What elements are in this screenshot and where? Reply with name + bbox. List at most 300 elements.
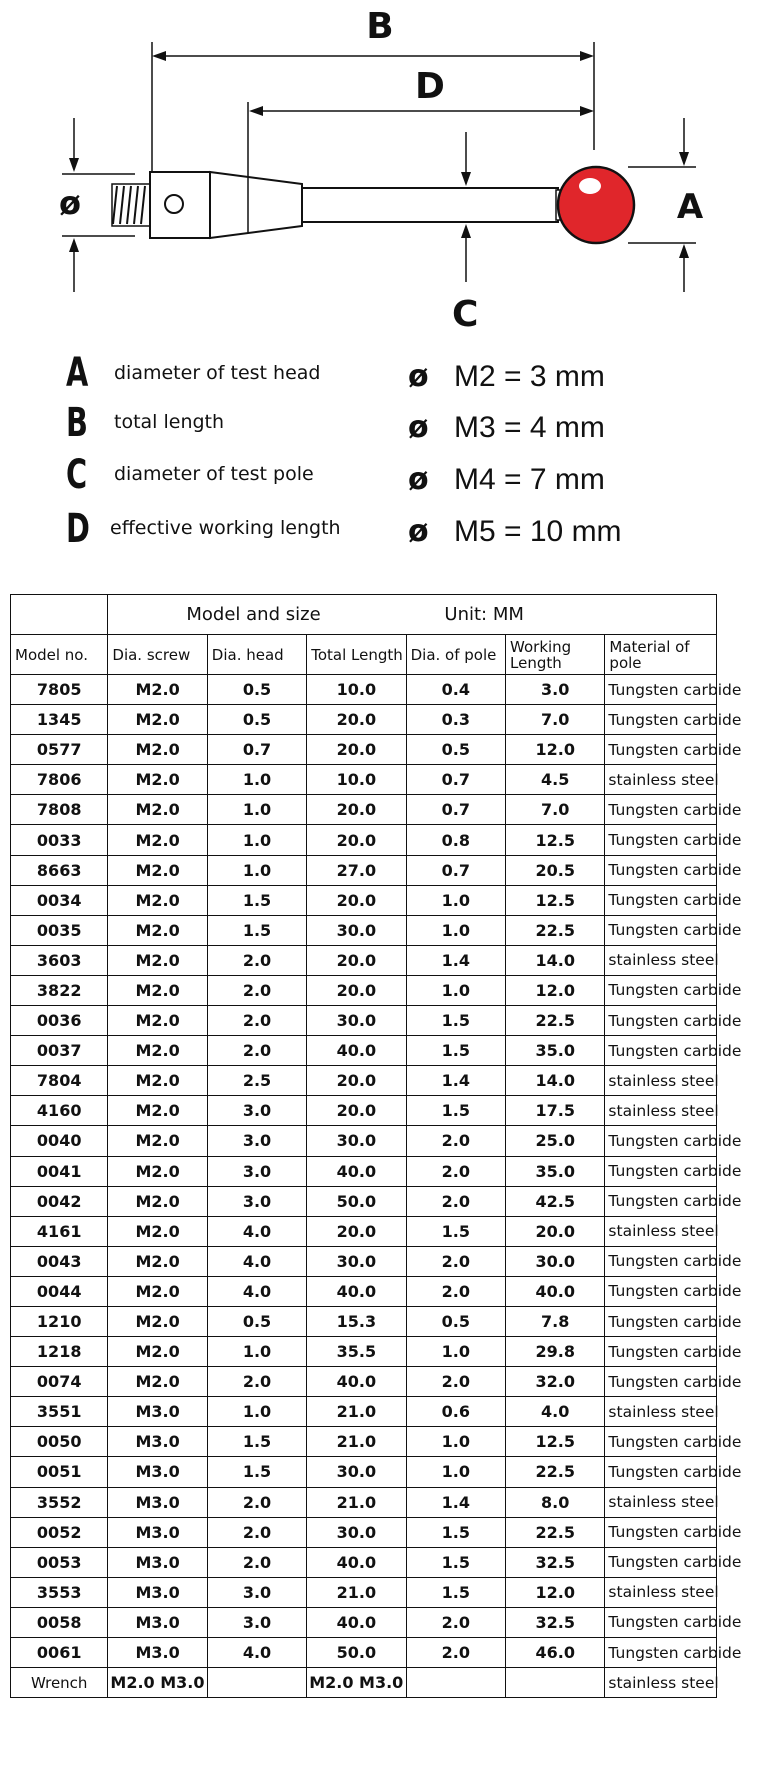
legend-text-c: diameter of test pole xyxy=(114,463,314,485)
table-row xyxy=(11,885,717,915)
cell-dia-pole: 2.0 xyxy=(406,1276,505,1306)
cell-dia-screw: M2.0 xyxy=(108,885,207,915)
cell-material: Tungsten carbide xyxy=(605,915,717,945)
cell-working-length: 4.0 xyxy=(506,1397,605,1427)
cell-dia-head: 2.0 xyxy=(207,1006,306,1036)
cell-total-length: 20.0 xyxy=(307,975,406,1005)
table-row xyxy=(11,1457,717,1487)
size-m5: M5 = 10 mm xyxy=(454,515,622,548)
cell-dia-pole: 0.7 xyxy=(406,795,505,825)
cell-dia-screw: M2.0 xyxy=(108,1306,207,1336)
cell-dia-pole: 1.4 xyxy=(406,1487,505,1517)
cell-working-length: 22.5 xyxy=(506,1006,605,1036)
cell-dia-pole: 1.5 xyxy=(406,1216,505,1246)
table-row xyxy=(11,1547,717,1577)
cell-working-length: 20.0 xyxy=(506,1216,605,1246)
cell-dia-pole: 1.0 xyxy=(406,1427,505,1457)
table-title-row xyxy=(11,595,717,635)
table-row xyxy=(11,1276,717,1306)
cell-total-length: 30.0 xyxy=(307,1006,406,1036)
table-row xyxy=(11,1246,717,1276)
cell-material: Tungsten carbide xyxy=(605,705,717,735)
cell-total-length: 40.0 xyxy=(307,1156,406,1186)
cell-dia-head: 0.5 xyxy=(207,1306,306,1336)
table-unit: Unit: MM xyxy=(444,604,524,625)
cell-dia-screw: M2.0 xyxy=(108,675,207,705)
cell-working-length: 32.5 xyxy=(506,1607,605,1637)
cell-dia-pole: 1.5 xyxy=(406,1006,505,1036)
cell-model-no: 8663 xyxy=(11,855,108,885)
cell-material: Tungsten carbide xyxy=(605,1006,717,1036)
cell-dia-pole: 2.0 xyxy=(406,1246,505,1276)
cell-dia-head: 0.7 xyxy=(207,735,306,765)
cell-material: Tungsten carbide xyxy=(605,1427,717,1457)
cell-total-length: 15.3 xyxy=(307,1306,406,1336)
cell-working-length: 7.0 xyxy=(506,795,605,825)
cell-dia-pole: 1.0 xyxy=(406,915,505,945)
cell-dia-pole: 1.0 xyxy=(406,1337,505,1367)
phi-icon: ø xyxy=(408,462,429,497)
dimension-label-b: B xyxy=(366,6,394,47)
wrench-screw: M2.0 M3.0 xyxy=(108,1668,207,1698)
table-row xyxy=(11,1216,717,1246)
cell-material: Tungsten carbide xyxy=(605,795,717,825)
cell-dia-head: 2.5 xyxy=(207,1066,306,1096)
wrench-label: Wrench xyxy=(11,1668,108,1698)
cell-total-length: 40.0 xyxy=(307,1276,406,1306)
cell-working-length: 40.0 xyxy=(506,1276,605,1306)
table-row xyxy=(11,795,717,825)
cell-dia-head: 3.0 xyxy=(207,1577,306,1607)
size-m4: M4 = 7 mm xyxy=(454,463,605,496)
cell-dia-head: 4.0 xyxy=(207,1638,306,1668)
cell-dia-pole: 0.7 xyxy=(406,765,505,795)
header-working-length: Working Length xyxy=(506,635,605,675)
cell-dia-head: 4.0 xyxy=(207,1246,306,1276)
cell-dia-screw: M2.0 xyxy=(108,795,207,825)
cell-model-no: 3551 xyxy=(11,1397,108,1427)
cell-working-length: 20.5 xyxy=(506,855,605,885)
cell-model-no: 0034 xyxy=(11,885,108,915)
cell-material: Tungsten carbide xyxy=(605,735,717,765)
cell-working-length: 30.0 xyxy=(506,1246,605,1276)
cell-dia-screw: M3.0 xyxy=(108,1397,207,1427)
cell-dia-head: 3.0 xyxy=(207,1126,306,1156)
header-material: Material of pole xyxy=(605,635,717,675)
cell-model-no: 0037 xyxy=(11,1036,108,1066)
wrench-total: M2.0 M3.0 xyxy=(307,1668,406,1698)
table-row xyxy=(11,1006,717,1036)
cell-total-length: 20.0 xyxy=(307,1096,406,1126)
cell-material: Tungsten carbide xyxy=(605,1457,717,1487)
cell-total-length: 27.0 xyxy=(307,855,406,885)
cell-working-length: 35.0 xyxy=(506,1156,605,1186)
legend-letter-c: C xyxy=(66,452,88,498)
cell-model-no: 0043 xyxy=(11,1246,108,1276)
cell-dia-head: 2.0 xyxy=(207,945,306,975)
cell-dia-pole: 1.5 xyxy=(406,1036,505,1066)
cell-material: Tungsten carbide xyxy=(605,1276,717,1306)
cell-model-no: 1218 xyxy=(11,1337,108,1367)
cell-dia-head: 3.0 xyxy=(207,1186,306,1216)
cell-dia-pole: 0.4 xyxy=(406,675,505,705)
table-body xyxy=(11,675,742,1668)
cell-dia-head: 2.0 xyxy=(207,975,306,1005)
table-header-row xyxy=(11,635,717,675)
cell-dia-pole: 0.3 xyxy=(406,705,505,735)
table-row xyxy=(11,705,717,735)
cell-dia-screw: M2.0 xyxy=(108,1186,207,1216)
cell-working-length: 12.0 xyxy=(506,1577,605,1607)
cell-dia-screw: M2.0 xyxy=(108,1156,207,1186)
cell-dia-pole: 2.0 xyxy=(406,1186,505,1216)
header-dia-screw: Dia. screw xyxy=(108,635,207,675)
table-row xyxy=(11,1397,717,1427)
header-dia-head: Dia. head xyxy=(207,635,306,675)
cell-dia-pole: 0.5 xyxy=(406,735,505,765)
cell-model-no: 0036 xyxy=(11,1006,108,1036)
cell-total-length: 40.0 xyxy=(307,1036,406,1066)
table-title-text: Model and size xyxy=(186,604,321,625)
cell-dia-head: 1.0 xyxy=(207,855,306,885)
cell-dia-screw: M2.0 xyxy=(108,825,207,855)
cell-dia-pole: 2.0 xyxy=(406,1638,505,1668)
table-row xyxy=(11,1096,717,1126)
cell-model-no: 7805 xyxy=(11,675,108,705)
phi-icon: ø xyxy=(408,359,429,394)
cell-dia-pole: 1.5 xyxy=(406,1096,505,1126)
header-model: Model no. xyxy=(11,635,108,675)
cell-material: stainless steel xyxy=(605,1577,717,1607)
cell-working-length: 7.0 xyxy=(506,705,605,735)
cell-model-no: 0044 xyxy=(11,1276,108,1306)
cell-dia-head: 1.5 xyxy=(207,1427,306,1457)
cell-total-length: 20.0 xyxy=(307,885,406,915)
cell-material: Tungsten carbide xyxy=(605,1186,717,1216)
header-dia-pole: Dia. of pole xyxy=(406,635,505,675)
cell-material: Tungsten carbide xyxy=(605,1036,717,1066)
table-row xyxy=(11,1306,717,1336)
cell-working-length: 17.5 xyxy=(506,1096,605,1126)
cell-model-no: 0061 xyxy=(11,1638,108,1668)
dimension-label-a: A xyxy=(676,187,704,227)
cell-dia-pole: 0.5 xyxy=(406,1306,505,1336)
cell-dia-pole: 0.6 xyxy=(406,1397,505,1427)
cell-dia-screw: M3.0 xyxy=(108,1427,207,1457)
cell-dia-pole: 1.4 xyxy=(406,1066,505,1096)
cell-dia-screw: M2.0 xyxy=(108,1337,207,1367)
cell-dia-pole: 2.0 xyxy=(406,1156,505,1186)
table-row xyxy=(11,1577,717,1607)
cell-working-length: 32.0 xyxy=(506,1367,605,1397)
cell-model-no: 3552 xyxy=(11,1487,108,1517)
legend-text-a: diameter of test head xyxy=(114,362,321,384)
cell-model-no: 0577 xyxy=(11,735,108,765)
dimension-label-d: D xyxy=(415,66,445,107)
cell-dia-head: 1.5 xyxy=(207,885,306,915)
cell-dia-head: 4.0 xyxy=(207,1276,306,1306)
table-row xyxy=(11,675,717,705)
cell-model-no: 0035 xyxy=(11,915,108,945)
cell-total-length: 30.0 xyxy=(307,1517,406,1547)
table-row xyxy=(11,855,717,885)
cell-working-length: 12.5 xyxy=(506,1427,605,1457)
cell-total-length: 20.0 xyxy=(307,1216,406,1246)
cell-dia-head: 0.5 xyxy=(207,675,306,705)
cell-dia-head: 1.5 xyxy=(207,915,306,945)
table-row xyxy=(11,1517,717,1547)
cell-working-length: 7.8 xyxy=(506,1306,605,1336)
legend-text-d: effective working length xyxy=(110,517,341,539)
cell-total-length: 20.0 xyxy=(307,945,406,975)
cell-total-length: 10.0 xyxy=(307,765,406,795)
cell-dia-screw: M2.0 xyxy=(108,705,207,735)
table-row xyxy=(11,1036,717,1066)
cell-material: Tungsten carbide xyxy=(605,1517,717,1547)
cell-material: Tungsten carbide xyxy=(605,1607,717,1637)
cell-material: Tungsten carbide xyxy=(605,825,717,855)
cell-model-no: 0074 xyxy=(11,1367,108,1397)
cell-dia-screw: M2.0 xyxy=(108,945,207,975)
cell-dia-screw: M2.0 xyxy=(108,1066,207,1096)
cell-material: Tungsten carbide xyxy=(605,1306,717,1336)
table-row xyxy=(11,1427,717,1457)
cell-dia-screw: M2.0 xyxy=(108,1246,207,1276)
legend-letter-b: B xyxy=(66,400,88,446)
cell-model-no: 0058 xyxy=(11,1607,108,1637)
cell-dia-head: 2.0 xyxy=(207,1547,306,1577)
cell-total-length: 40.0 xyxy=(307,1367,406,1397)
cell-material: Tungsten carbide xyxy=(605,1246,717,1276)
cell-dia-head: 1.0 xyxy=(207,1337,306,1367)
cell-working-length: 29.8 xyxy=(506,1337,605,1367)
cell-working-length: 46.0 xyxy=(506,1638,605,1668)
cell-total-length: 30.0 xyxy=(307,915,406,945)
cell-dia-screw: M2.0 xyxy=(108,735,207,765)
cell-working-length: 22.5 xyxy=(506,1457,605,1487)
cell-dia-head: 3.0 xyxy=(207,1096,306,1126)
cell-dia-screw: M2.0 xyxy=(108,855,207,885)
cell-dia-head: 3.0 xyxy=(207,1607,306,1637)
table-row xyxy=(11,915,717,945)
cell-material: stainless steel xyxy=(605,1066,717,1096)
cell-dia-head: 1.5 xyxy=(207,1457,306,1487)
table-row xyxy=(11,1126,717,1156)
cell-total-length: 40.0 xyxy=(307,1547,406,1577)
table-row xyxy=(11,975,717,1005)
cell-working-length: 14.0 xyxy=(506,945,605,975)
cell-dia-pole: 2.0 xyxy=(406,1607,505,1637)
cell-material: Tungsten carbide xyxy=(605,1547,717,1577)
spec-table xyxy=(10,594,742,1698)
cell-dia-pole: 1.0 xyxy=(406,885,505,915)
cell-dia-head: 3.0 xyxy=(207,1156,306,1186)
table-row xyxy=(11,1186,717,1216)
table-row xyxy=(11,1337,717,1367)
cell-dia-screw: M3.0 xyxy=(108,1547,207,1577)
table-row xyxy=(11,1156,717,1186)
cell-dia-head: 2.0 xyxy=(207,1367,306,1397)
legend-text-b: total length xyxy=(114,411,225,433)
phi-icon: ø xyxy=(408,410,429,445)
cell-dia-head: 2.0 xyxy=(207,1517,306,1547)
cell-dia-screw: M3.0 xyxy=(108,1638,207,1668)
cell-working-length: 4.5 xyxy=(506,765,605,795)
size-m3: M3 = 4 mm xyxy=(454,411,605,444)
table-row xyxy=(11,1367,717,1397)
cell-dia-pole: 1.5 xyxy=(406,1517,505,1547)
cell-material: stainless steel xyxy=(605,1397,717,1427)
cell-total-length: 21.0 xyxy=(307,1427,406,1457)
cell-dia-screw: M2.0 xyxy=(108,1216,207,1246)
cell-dia-screw: M2.0 xyxy=(108,765,207,795)
cell-total-length: 20.0 xyxy=(307,1066,406,1096)
cell-material: Tungsten carbide xyxy=(605,1367,717,1397)
cell-model-no: 1210 xyxy=(11,1306,108,1336)
cell-model-no: 3603 xyxy=(11,945,108,975)
cell-material: stainless steel xyxy=(605,1096,717,1126)
legend xyxy=(0,0,778,560)
cell-dia-head: 1.0 xyxy=(207,1397,306,1427)
cell-total-length: 10.0 xyxy=(307,675,406,705)
cell-material: Tungsten carbide xyxy=(605,885,717,915)
cell-dia-screw: M2.0 xyxy=(108,1036,207,1066)
cell-material: stainless steel xyxy=(605,765,717,795)
cell-dia-pole: 1.5 xyxy=(406,1577,505,1607)
cell-model-no: 7808 xyxy=(11,795,108,825)
cell-model-no: 0033 xyxy=(11,825,108,855)
cell-dia-screw: M2.0 xyxy=(108,915,207,945)
cell-working-length: 25.0 xyxy=(506,1126,605,1156)
cell-working-length: 12.5 xyxy=(506,885,605,915)
cell-total-length: 30.0 xyxy=(307,1126,406,1156)
cell-model-no: 4160 xyxy=(11,1096,108,1126)
cell-dia-head: 1.0 xyxy=(207,795,306,825)
table-title xyxy=(108,595,717,635)
cell-total-length: 21.0 xyxy=(307,1397,406,1427)
cell-working-length: 32.5 xyxy=(506,1547,605,1577)
table-row xyxy=(11,735,717,765)
legend-letter-a: A xyxy=(66,350,89,396)
cell-dia-screw: M2.0 xyxy=(108,1367,207,1397)
table-row xyxy=(11,945,717,975)
cell-dia-pole: 1.5 xyxy=(406,1547,505,1577)
cell-model-no: 7806 xyxy=(11,765,108,795)
cell-material: stainless steel xyxy=(605,1487,717,1517)
cell-model-no: 0042 xyxy=(11,1186,108,1216)
cell-material: Tungsten carbide xyxy=(605,1156,717,1186)
cell-dia-head: 2.0 xyxy=(207,1036,306,1066)
cell-dia-head: 0.5 xyxy=(207,705,306,735)
cell-model-no: 0041 xyxy=(11,1156,108,1186)
cell-material: stainless steel xyxy=(605,945,717,975)
cell-model-no: 0040 xyxy=(11,1126,108,1156)
cell-working-length: 12.5 xyxy=(506,825,605,855)
cell-dia-screw: M3.0 xyxy=(108,1517,207,1547)
cell-total-length: 20.0 xyxy=(307,825,406,855)
cell-dia-pole: 2.0 xyxy=(406,1367,505,1397)
table-row xyxy=(11,1607,717,1637)
cell-working-length: 8.0 xyxy=(506,1487,605,1517)
cell-dia-screw: M2.0 xyxy=(108,975,207,1005)
cell-working-length: 3.0 xyxy=(506,675,605,705)
cell-dia-screw: M2.0 xyxy=(108,1276,207,1306)
cell-model-no: 0050 xyxy=(11,1427,108,1457)
dimension-label-c: C xyxy=(452,294,479,335)
cell-dia-head: 2.0 xyxy=(207,1487,306,1517)
cell-dia-pole: 0.7 xyxy=(406,855,505,885)
cell-material: Tungsten carbide xyxy=(605,1126,717,1156)
cell-total-length: 20.0 xyxy=(307,795,406,825)
cell-dia-pole: 1.0 xyxy=(406,1457,505,1487)
cell-working-length: 42.5 xyxy=(506,1186,605,1216)
cell-model-no: 7804 xyxy=(11,1066,108,1096)
cell-dia-pole: 1.4 xyxy=(406,945,505,975)
cell-working-length: 14.0 xyxy=(506,1066,605,1096)
cell-material: Tungsten carbide xyxy=(605,1337,717,1367)
table-row xyxy=(11,1066,717,1096)
cell-material: Tungsten carbide xyxy=(605,675,717,705)
phi-icon: ø xyxy=(408,514,429,549)
cell-material: Tungsten carbide xyxy=(605,855,717,885)
cell-total-length: 50.0 xyxy=(307,1638,406,1668)
cell-total-length: 40.0 xyxy=(307,1607,406,1637)
cell-total-length: 20.0 xyxy=(307,705,406,735)
cell-dia-pole: 2.0 xyxy=(406,1126,505,1156)
cell-dia-screw: M3.0 xyxy=(108,1577,207,1607)
cell-dia-screw: M3.0 xyxy=(108,1457,207,1487)
wrench-material: stainless steel xyxy=(605,1668,717,1698)
cell-dia-head: 1.0 xyxy=(207,765,306,795)
table-row xyxy=(11,1487,717,1517)
table-row xyxy=(11,1638,717,1668)
cell-dia-head: 1.0 xyxy=(207,825,306,855)
cell-material: stainless steel xyxy=(605,1216,717,1246)
legend-letter-d: D xyxy=(66,506,90,552)
cell-dia-screw: M2.0 xyxy=(108,1006,207,1036)
cell-working-length: 12.0 xyxy=(506,975,605,1005)
cell-dia-screw: M3.0 xyxy=(108,1607,207,1637)
cell-model-no: 4161 xyxy=(11,1216,108,1246)
wrench-row xyxy=(11,1668,717,1698)
cell-dia-screw: M3.0 xyxy=(108,1487,207,1517)
cell-dia-screw: M2.0 xyxy=(108,1096,207,1126)
cell-model-no: 1345 xyxy=(11,705,108,735)
cell-working-length: 22.5 xyxy=(506,915,605,945)
cell-material: Tungsten carbide xyxy=(605,1638,717,1668)
cell-model-no: 3822 xyxy=(11,975,108,1005)
cell-model-no: 0052 xyxy=(11,1517,108,1547)
header-total-length: Total Length xyxy=(307,635,406,675)
cell-total-length: 50.0 xyxy=(307,1186,406,1216)
cell-dia-pole: 0.8 xyxy=(406,825,505,855)
cell-total-length: 30.0 xyxy=(307,1457,406,1487)
cell-total-length: 30.0 xyxy=(307,1246,406,1276)
cell-working-length: 12.0 xyxy=(506,735,605,765)
dimension-label-phi: ø xyxy=(59,184,81,222)
cell-model-no: 0051 xyxy=(11,1457,108,1487)
cell-total-length: 21.0 xyxy=(307,1577,406,1607)
cell-working-length: 35.0 xyxy=(506,1036,605,1066)
table-row xyxy=(11,765,717,795)
table-row xyxy=(11,825,717,855)
cell-total-length: 20.0 xyxy=(307,735,406,765)
cell-material: Tungsten carbide xyxy=(605,975,717,1005)
size-m2: M2 = 3 mm xyxy=(454,360,605,393)
cell-working-length: 22.5 xyxy=(506,1517,605,1547)
cell-total-length: 35.5 xyxy=(307,1337,406,1367)
cell-model-no: 0053 xyxy=(11,1547,108,1577)
